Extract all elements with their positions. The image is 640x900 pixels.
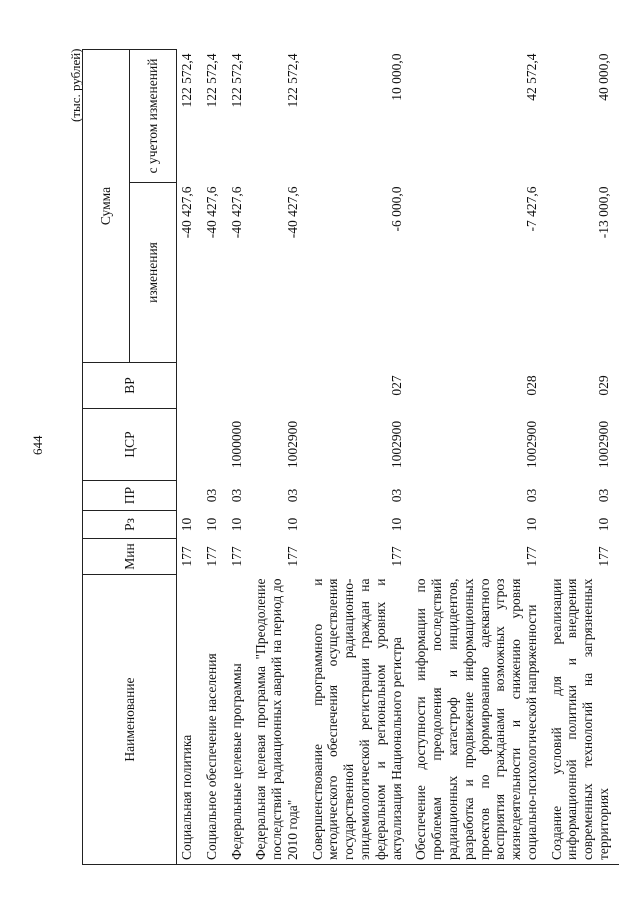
row-change: -40 427,6 <box>179 186 194 239</box>
row-change: -40 427,6 <box>228 186 244 239</box>
table-row <box>251 49 307 864</box>
row-total: 122 572,4 <box>203 53 219 108</box>
row-rz: 10 <box>284 517 300 532</box>
row-vr <box>177 363 202 409</box>
row-name: Обеспечение доступности информации по проблемам преодоления последствий радиационных катастроф и инцидентов, разработка и продвижение информационных проектов по формированию адекватного восприятия гражданами возможных угроз жизнедеятельности и снижению уровня социально-психологической напряженности <box>411 575 546 865</box>
row-total: 42 572,4 <box>523 53 539 101</box>
row-rz: 10 <box>523 517 539 532</box>
row-rz: 10 <box>388 517 404 532</box>
header-pr: ПР <box>83 481 177 511</box>
table-body <box>177 49 619 864</box>
row-total: 10 000,0 <box>388 53 404 101</box>
row-name: Федеральные целевые программы <box>227 575 252 865</box>
row-min: 177 <box>203 546 219 567</box>
row-vr <box>202 363 227 409</box>
row-min: 177 <box>179 546 194 567</box>
row-change: -40 427,6 <box>203 186 219 239</box>
row-rz: 10 <box>179 517 194 532</box>
header-change: изменения <box>130 183 177 363</box>
row-total: 122 572,4 <box>179 53 194 108</box>
table-row <box>227 49 252 864</box>
header-rz: Рз <box>83 511 177 539</box>
row-total: 40 000,0 <box>595 53 611 101</box>
row-rz: 10 <box>228 517 244 532</box>
row-vr: 027 <box>388 375 404 396</box>
row-csr <box>202 409 227 481</box>
header-min: Мин <box>83 539 177 575</box>
page-number: 644 <box>30 435 45 455</box>
row-rz: 10 <box>203 517 219 532</box>
row-min: 177 <box>388 546 404 567</box>
row-name: Социальная политика <box>177 575 202 865</box>
table-row <box>202 49 227 864</box>
budget-table <box>82 49 619 865</box>
row-pr: 03 <box>203 488 219 503</box>
row-min: 177 <box>523 546 539 567</box>
table-header-row <box>83 49 130 864</box>
row-csr: 1002900 <box>388 420 404 469</box>
table-row <box>177 49 202 864</box>
row-total: 122 572,4 <box>228 53 244 108</box>
row-csr: 1000000 <box>228 420 244 469</box>
row-vr <box>251 363 307 409</box>
row-min: 177 <box>284 546 300 567</box>
units-label: (тыс. рублей) <box>68 48 83 122</box>
table-row <box>547 49 619 864</box>
row-csr: 1002900 <box>284 420 300 469</box>
row-min: 177 <box>228 546 244 567</box>
row-csr: 1002900 <box>523 420 539 469</box>
row-csr <box>177 409 202 481</box>
row-change: -40 427,6 <box>284 186 300 239</box>
row-name: Социальное обеспечение населения <box>202 575 227 865</box>
row-csr: 1002900 <box>595 420 611 469</box>
row-name: Федеральная целевая программа "Преодоление последствий радиационных аварий на период до 2010 года" <box>251 575 307 865</box>
row-name: Совершенствование программного и методического обеспечения осуществления государственной радиационно-эпидемиологической регистрации граждан на федеральном и региональном уровнях и актуализация Национального регистра <box>308 575 412 865</box>
row-pr: 03 <box>595 488 611 503</box>
row-vr <box>227 363 252 409</box>
header-vr: ВР <box>83 363 177 409</box>
row-pr: 03 <box>523 488 539 503</box>
row-pr: 03 <box>284 488 300 503</box>
row-rz: 10 <box>595 517 611 532</box>
row-pr: 03 <box>228 488 244 503</box>
row-change: -6 000,0 <box>388 186 404 232</box>
row-change: -7 427,6 <box>523 186 539 232</box>
row-vr: 029 <box>595 375 611 396</box>
row-change: -13 000,0 <box>595 186 611 239</box>
row-vr: 028 <box>523 375 539 396</box>
header-with-change: с учетом изменений <box>130 49 177 182</box>
header-sum: Сумма <box>83 49 130 362</box>
row-name: Создание условий для реализации информационной политики и внедрения современных технологий на загрязненных территориях <box>547 575 619 865</box>
row-total: 122 572,4 <box>284 53 300 108</box>
row-min: 177 <box>595 546 611 567</box>
row-pr <box>177 481 202 511</box>
row-pr: 03 <box>388 488 404 503</box>
header-csr: ЦСР <box>83 409 177 481</box>
table-row <box>308 49 412 864</box>
table-row <box>411 49 546 864</box>
header-name: Наименование <box>83 575 177 865</box>
